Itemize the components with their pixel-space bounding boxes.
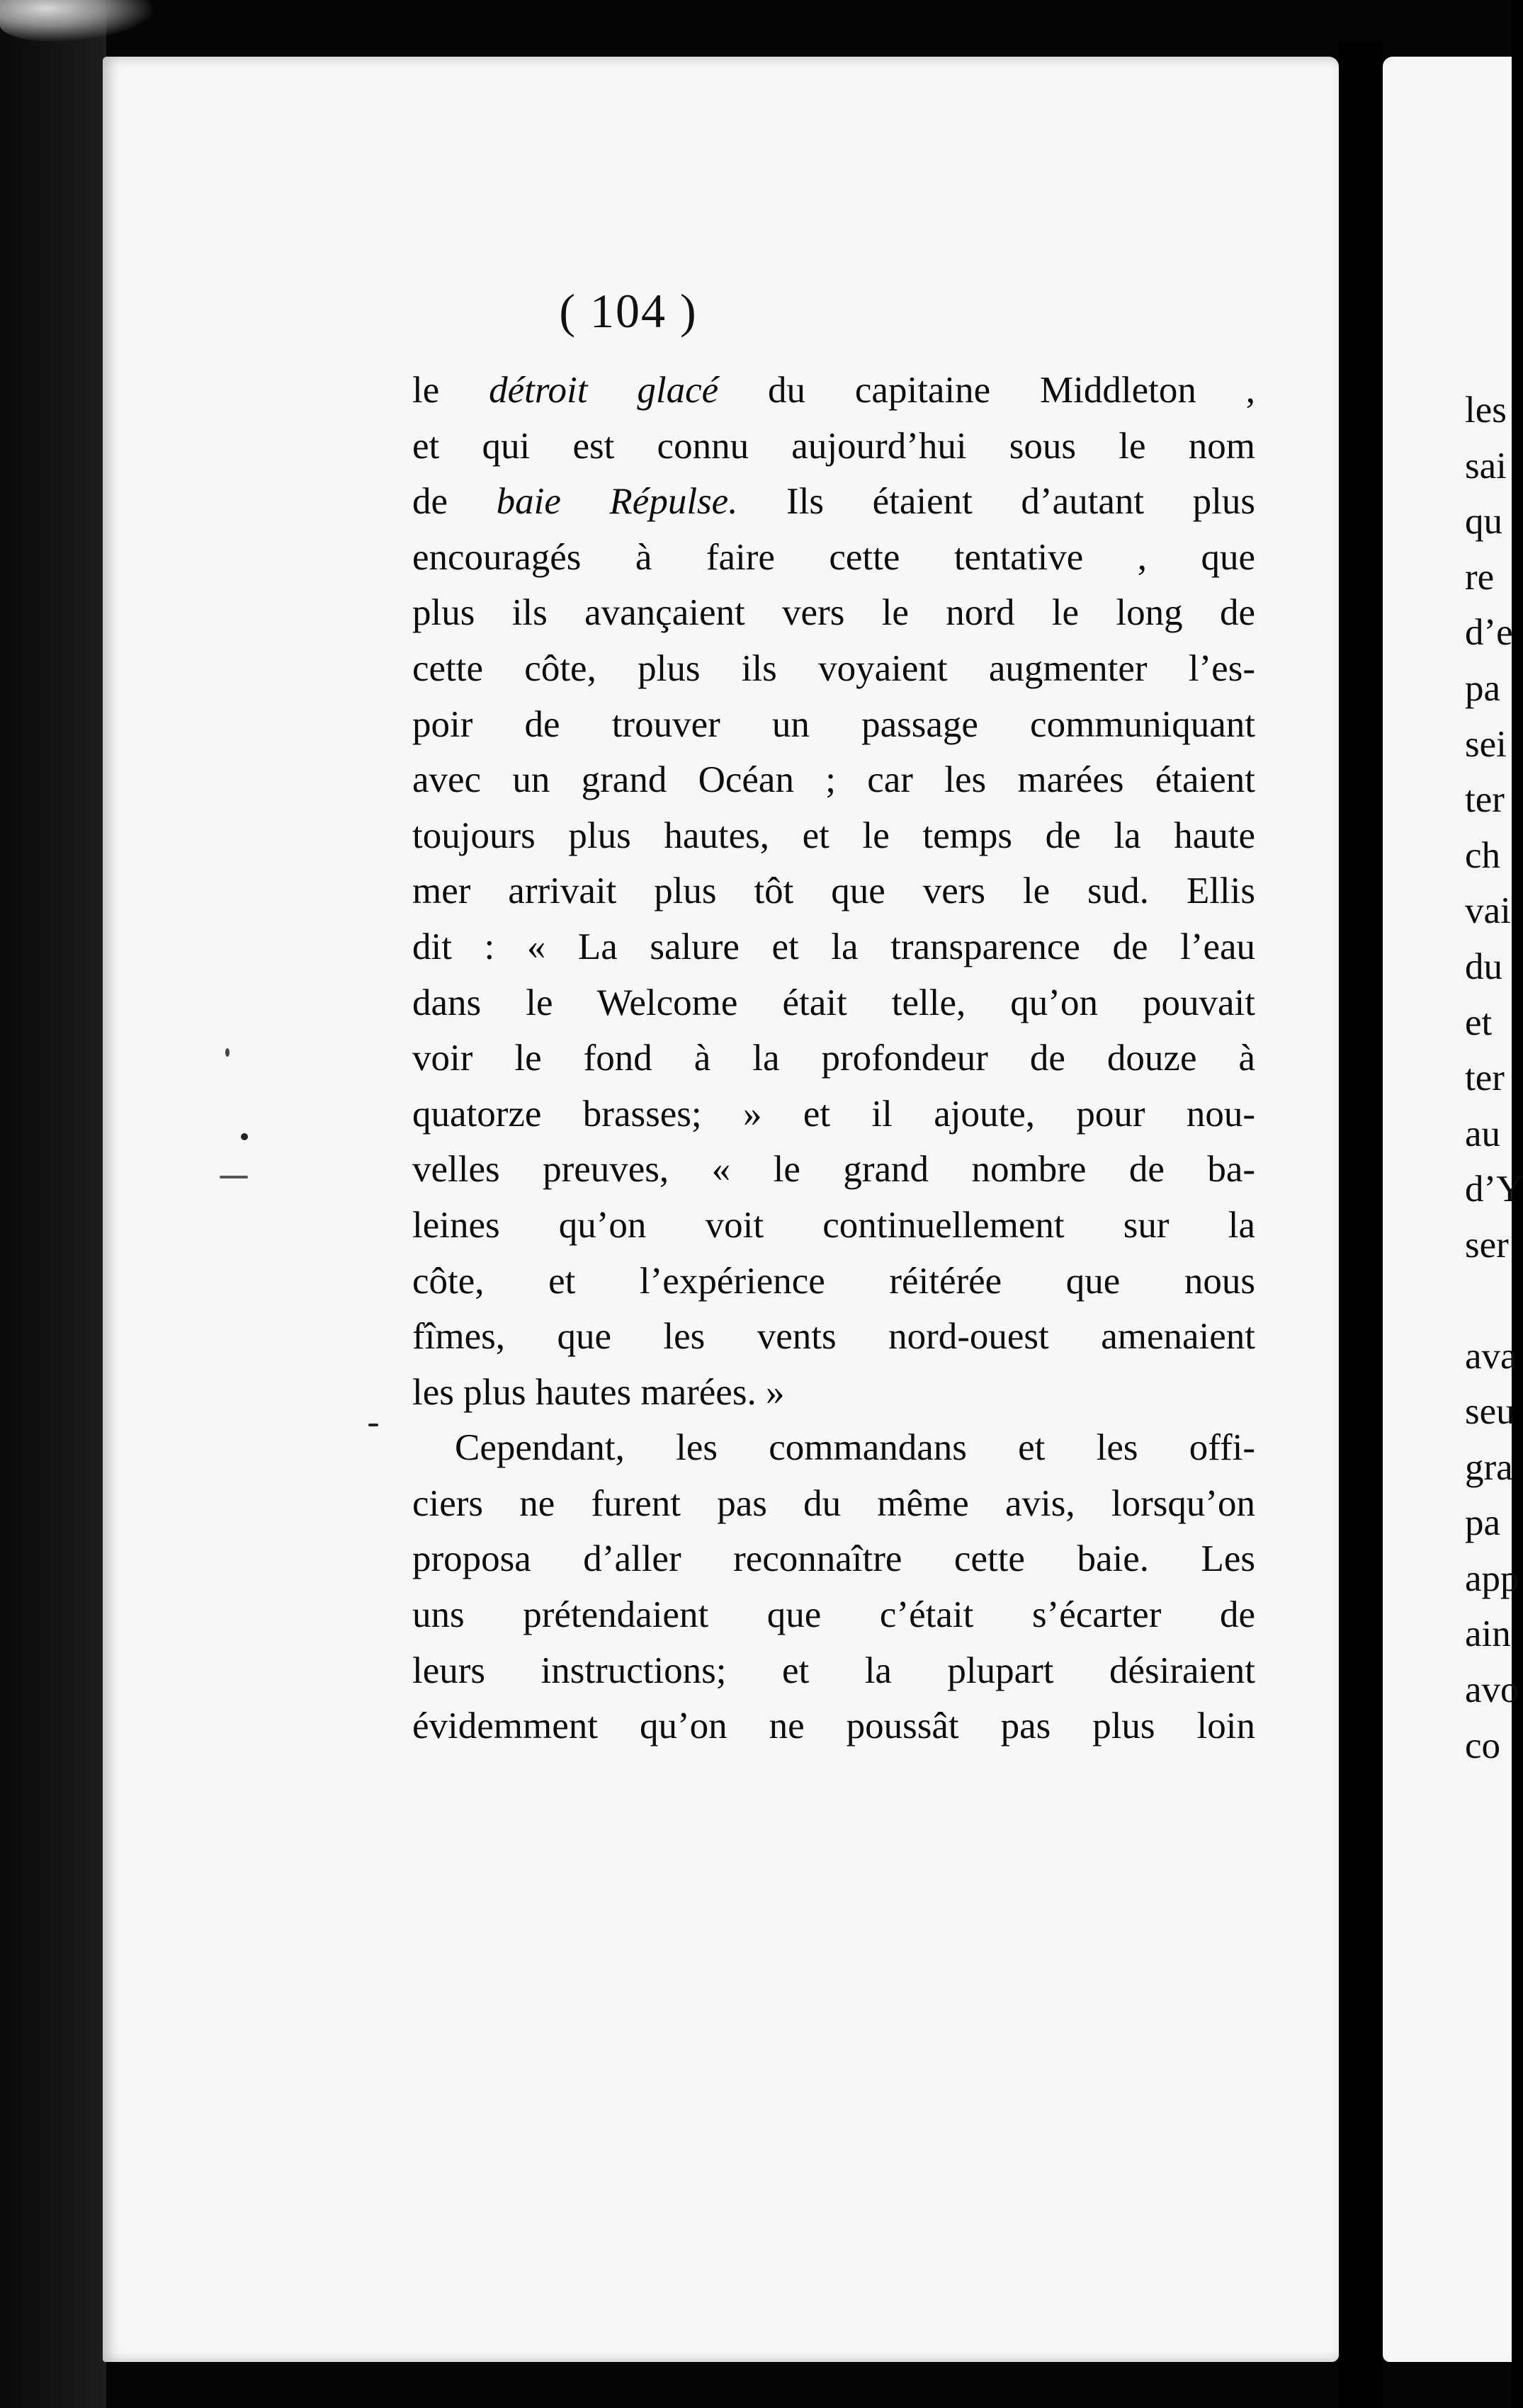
text-line [412, 1142, 1255, 1198]
text-line [412, 585, 1255, 641]
text-run: dans le Welcome était telle, qu’on pouvait [412, 982, 1255, 1023]
text-line [412, 363, 1255, 419]
next-page-fragment: au [1465, 1113, 1501, 1154]
text-line [412, 474, 1255, 530]
text-line [412, 1476, 1255, 1532]
italic-phrase: détroit glacé [489, 370, 719, 411]
left-binding-edge [0, 0, 106, 2408]
text-run: du capitaine Middleton , [718, 370, 1255, 411]
text-line [412, 697, 1255, 753]
text-line [412, 808, 1255, 864]
next-page-fragment: du [1465, 945, 1502, 987]
next-page-fragment: app [1465, 1557, 1519, 1599]
next-page-fragment: co [1465, 1725, 1501, 1766]
book-gutter [1339, 42, 1383, 2408]
next-page-fragment: d’e [1465, 612, 1513, 654]
next-page-fragment: vai [1465, 890, 1511, 932]
next-page-fragment: seu [1465, 1391, 1515, 1433]
next-page-fragment: sei [1465, 723, 1507, 765]
text-line [412, 1587, 1255, 1643]
next-page-fragment: avo [1465, 1669, 1519, 1711]
text-run: quatorze brasses; » et il ajoute, pour nou- [412, 1093, 1255, 1135]
text-run: mer arrivait plus tôt que vers le sud. Ellis [412, 870, 1255, 912]
text-line [412, 1254, 1255, 1310]
next-page-fragment: et [1465, 1001, 1493, 1043]
text-line [412, 641, 1255, 697]
next-page-fragment: ser [1465, 1224, 1509, 1266]
text-run: poir de trouver un passage communiquant [412, 703, 1255, 745]
paper-speck [241, 1133, 248, 1140]
italic-phrase: baie Répulse. [496, 481, 738, 523]
next-page-fragment: pa [1465, 667, 1501, 709]
text-run: encouragés à faire cette tentative , que [412, 536, 1255, 578]
text-run: velles preuves, « le grand nombre de ba- [412, 1149, 1255, 1191]
next-page-fragment: ch [1465, 834, 1501, 876]
text-line [412, 863, 1255, 919]
text-run: fîmes, que les vents nord-ouest amenaient [412, 1316, 1255, 1358]
next-page-fragment: re [1465, 556, 1495, 598]
text-line [412, 919, 1255, 975]
text-run: proposa d’aller reconnaître cette baie. Les [412, 1538, 1255, 1580]
next-page-fragment: les [1465, 390, 1507, 431]
text-line [412, 1643, 1255, 1699]
text-run: leines qu’on voit continuellement sur la [412, 1204, 1255, 1246]
next-page-fragment: ter [1465, 779, 1505, 821]
page-number-text: ( 104 ) [559, 284, 698, 338]
text-line [412, 419, 1255, 475]
next-page-text [1465, 382, 1523, 1773]
text-run: toujours plus hautes, et le temps de la haute [412, 814, 1255, 856]
text-line [412, 1086, 1255, 1142]
text-line [412, 1698, 1255, 1754]
text-line [412, 1420, 1255, 1476]
text-run: Ils étaient d’autant plus [737, 481, 1256, 523]
next-page-fragment: d’Y [1465, 1169, 1523, 1210]
text-run: le [412, 370, 489, 411]
next-page-fragment: sai [1465, 445, 1507, 487]
text-run: dit : « La salure et la transparence de l’eau [412, 926, 1255, 967]
text-line [412, 1365, 1255, 1421]
body-text [412, 363, 1255, 1754]
text-line [412, 530, 1255, 586]
next-page-fragment: ter [1465, 1057, 1505, 1099]
text-run: évidemment qu’on ne poussât pas plus loin [412, 1705, 1255, 1747]
text-line [412, 752, 1255, 808]
text-run: uns prétendaient que c’était s’écarter de [412, 1594, 1255, 1636]
corner-smudge [0, 0, 156, 42]
next-page-fragment: ava [1465, 1335, 1517, 1377]
text-line [412, 975, 1255, 1031]
text-run: avec un grand Océan ; car les marées étaient [412, 759, 1255, 801]
page-number [0, 283, 1512, 339]
text-line [412, 1198, 1255, 1254]
text-run: de [412, 481, 497, 523]
next-page-fragment: qu [1465, 501, 1502, 543]
next-page-fragment: ain [1465, 1613, 1511, 1655]
next-page-fragment: pa [1465, 1502, 1501, 1544]
next-page-fragment: gra [1465, 1446, 1513, 1488]
text-line [412, 1309, 1255, 1365]
text-run: et qui est connu aujourd’hui sous le nom [412, 425, 1255, 467]
text-run: ciers ne furent pas du même avis, lorsqu’on [412, 1482, 1255, 1524]
paper-speck [220, 1176, 248, 1179]
paper-speck [368, 1424, 378, 1426]
text-run: les plus hautes marées. » [412, 1371, 785, 1413]
text-run: leurs instructions; et la plupart désiraient [412, 1649, 1255, 1691]
text-run: Cependant, les commandans et les offi- [455, 1427, 1255, 1469]
text-run: côte, et l’expérience réitérée que nous [412, 1260, 1255, 1302]
text-line [412, 1531, 1255, 1587]
text-line [412, 1030, 1255, 1086]
text-run: voir le fond à la profondeur de douze à [412, 1038, 1255, 1079]
text-run: cette côte, plus ils voyaient augmenter l’es- [412, 647, 1255, 689]
paper-speck [225, 1048, 230, 1057]
text-run: plus ils avançaient vers le nord le long de [412, 592, 1255, 634]
